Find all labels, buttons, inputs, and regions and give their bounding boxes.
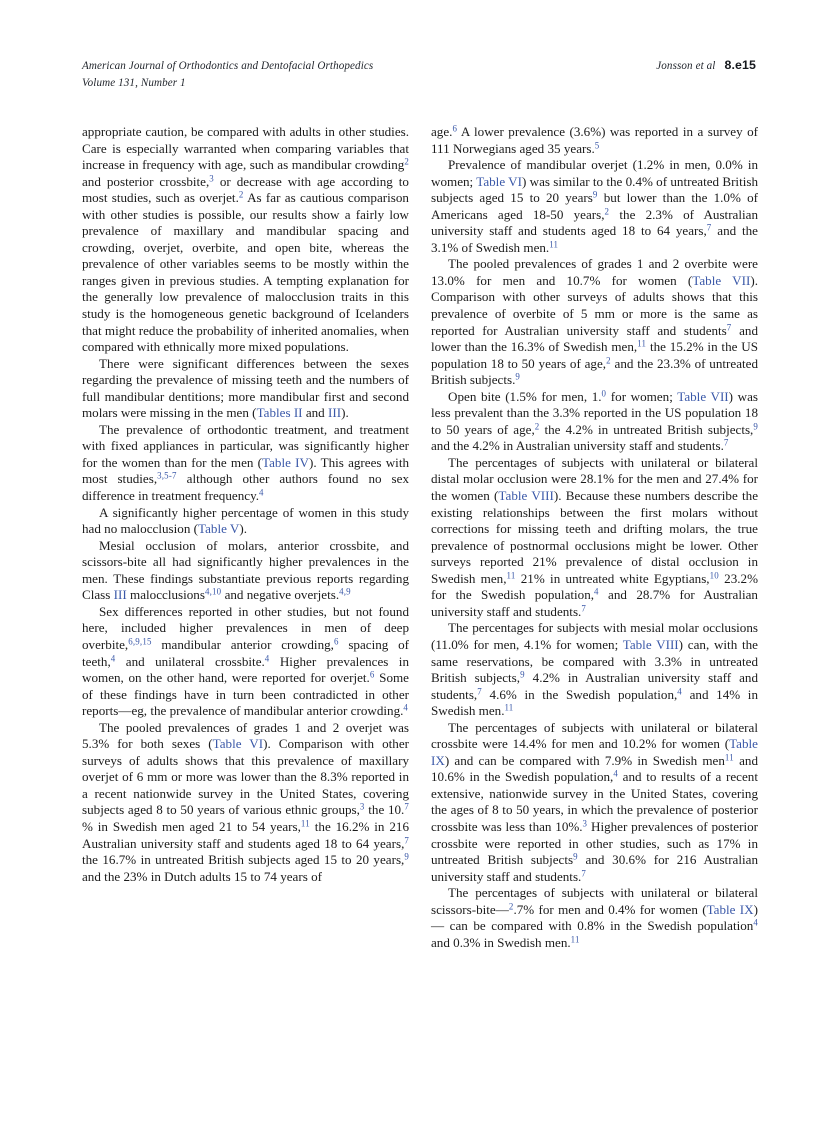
paragraph: The prevalence of orthodontic treatment, and treatment with fixed appliances in particular, was significantly higher for the women than for the men (Table IV). This agrees with most studies,$^{3,5-7}$ although other authors found no sex difference in treatment frequency.$^4$ <box>82 421 410 504</box>
paragraph: The pooled prevalences of grades 1 and 2 overbite were 13.0% for men and 10.7% for women (Table VII). Comparison with other surveys of adults shows that this prevalence of overbite of 5 mm or more is the same as reported for Australian university staff and students$^7$ and lower than the 16.3% of Swedish men,$^{11}$ the 15.2% in the US population 18 to 50 years of age,$^2$ and the 23.3% of untreated British subjects.$^9$ <box>431 256 759 388</box>
paragraph: The percentages of subjects with unilateral or bilateral crossbite were 14.4% for men and 10.2% for women (Table IX) and can be compared with 7.9% in Swedish men$^{11}$ and 10.6% in the Swedish population,$^4$ and to results of a recent extensive, nationwide survey in the United States, covering the ages of 8 to 50 years, in which the prevalence of posterior crossbite was less than 10%.$^3$ Higher prevalences of posterior crossbite were reported in other studies, such as 17% in untreated British subjects$^9$ and 30.6% for 216 Australian university staff and students.$^7$ <box>431 719 759 884</box>
paragraph: Mesial occlusion of molars, anterior crossbite, and scissors-bite all had significantly higher prevalences in the men. These findings substantiate previous reports regarding Class III malocclusions$^{4,10}$ and negative overjets.$^{4,9}$ <box>82 537 409 603</box>
paragraph: Open bite (1.5% for men, 1.$^0$ for women; Table VII) was less prevalent than the 3.3% reported in the US population 18 to 50 years of age,$^2$ the 4.2% in untreated British subjects,$^9$ and the 4.2% in Australian university staff and students.$^7$ <box>431 388 758 454</box>
page-folio: 8.e15 <box>724 58 756 72</box>
paragraph: There were significant differences between the sexes regarding the prevalence of missing teeth and the numbers of full mandibular dentitions; more mandibular first and second molars were missing in the men (Tables II and III). <box>82 355 409 421</box>
running-head-right <box>656 58 756 72</box>
journal-title: American Journal of Orthodontics and Dentofacial Orthopedics <box>82 60 374 72</box>
paragraph: The percentages for subjects with mesial molar occlusions (11.0% for men, 4.1% for women; Table VIII) can, with the same reservations, be compared with 3.3% in untreated British subjects,$^9$ 4.2% in Australian university staff and students,$^7$ 4.6% in the Swedish population,$^4$ and 14% in Swedish men.$^{11}$ <box>431 620 758 719</box>
paragraph: The pooled prevalences of grades 1 and 2 overjet was 5.3% for both sexes (Table VI). Comparison with other surveys of adults shows that this prevalence of maxillary overjet of 6 mm or more was lower than the 8.3% reported in a recent nationwide survey in the United States, covering subjects aged 8 to 50 years of various ethnic groups,$^3$ the 10.$^7$ % in Swedish men aged 21 to 54 years,$^{11}$ the 16.2% in 216 Australian university staff and students aged 18 to 64 years,$^7$ the 16.7% in untreated British subjects aged 15 to 20 years,$^9$ and the 23% in Dutch adults 15 to 74 years of <box>82 719 410 884</box>
paragraph: Sex differences reported in other studies, but not found here, included higher prevalences in men of deep overbite,$^{6,9,15}$ mandibular anterior crowding,$^6$ spacing of teeth,$^4$ and unilateral crossbite.$^4$ Higher prevalences in women, on the other hand, were reported for overjet.$^6$ Some of these findings have in turn been contradicted in other reports—eg, the prevalence of mandibular anterior crowding.$^4$ <box>82 603 409 719</box>
column-right <box>431 124 758 951</box>
paragraph: Prevalence of mandibular overjet (1.2% in men, 0.0% in women; Table VI) was similar to the 0.4% of untreated British subjects aged 15 to 20 years$^9$ but lower than the 1.0% of Americans aged 18-50 years,$^2$ the 2.3% of Australian university staff and students aged 18 to 64 years,$^7$ and the 3.1% of Swedish men.$^{11}$ <box>431 157 759 255</box>
paragraph: appropriate caution, be compared with adults in other studies. Care is especially warranted when comparing variables that increase in frequency with age, such as mandibular crowding$^2$ and posterior crossbite,$^3$ or decrease with age according to most studies, such as overjet.$^2$ As far as cautious comparison with other studies is possible, our results show a fairly low prevalence of maxillary and mandibular spacing and crowding, overjet, overbite, and open bite, whereas the prevalence of other variables seems to be mostly within the ranges given in previous studies. A tempting explanation for the generally low prevalence of malocclusion traits in this study is the homogeneous genetic background of Icelanders that might reduce the probability of inherited anomalies, when compared with ethnically more mixed populations. <box>82 124 409 355</box>
paragraph: The percentages of subjects with unilateral or bilateral distal molar occlusion were 28.1% for the men and 27.4% for the women (Table VIII). Because these numbers describe the existing relationships between the first molars without corrections for missing teeth and drifting molars, the true prevalence of postnormal occlusions might be lower. Other surveys reported 21% prevalence of distal occlusion in Swedish men,$^{11}$ 21% in untreated white Egyptians,$^{10}$ 23.2% for the Swedish population,$^4$ and 28.7% for Australian university staff and students.$^7$ <box>431 454 759 619</box>
paragraph: A significantly higher percentage of women in this study had no malocclusion (Table V). <box>82 504 409 537</box>
running-head <box>82 58 756 92</box>
journal-volume-issue: Volume 131, Number 1 <box>82 76 186 89</box>
paragraph: The percentages of subjects with unilateral or bilateral scissors-bite—$^2$.7% for men and 0.4% for women (Table IX)— can be compared with 0.8% in the Swedish population$^4$ and 0.3% in Swedish men.$^{11}$ <box>431 885 758 950</box>
journal-title-block <box>82 58 373 91</box>
author-citation: Jonsson et al <box>656 60 716 72</box>
column-left <box>82 124 409 885</box>
paragraph: age.$^6$ A lower prevalence (3.6%) was reported in a survey of 111 Norwegians aged 35 years.$^5$ <box>431 123 758 156</box>
